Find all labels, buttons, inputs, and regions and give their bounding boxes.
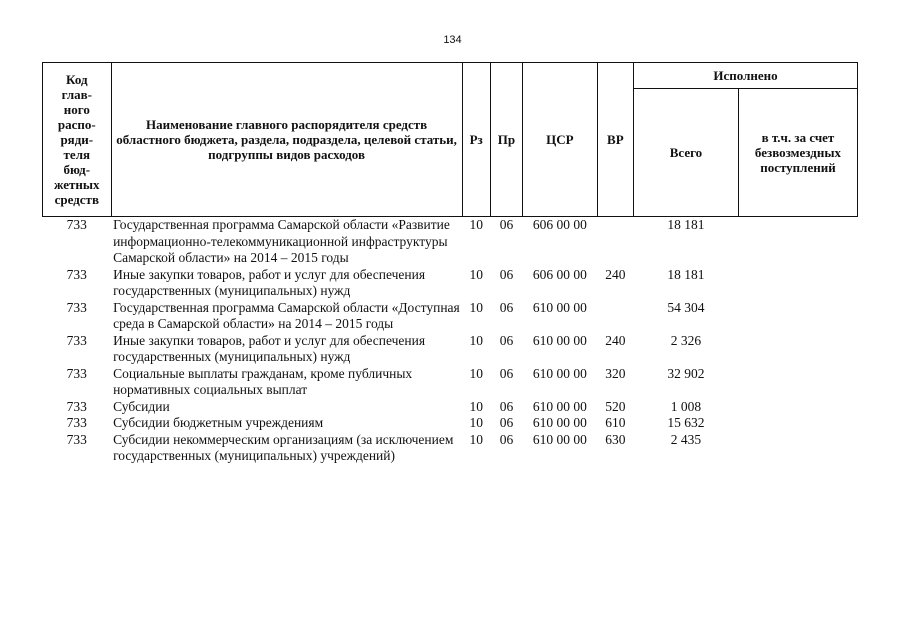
cell-total: 2 326 <box>670 332 702 348</box>
cell-pr: 06 <box>499 398 514 414</box>
header-name: Наименование главного распорядителя средств областного бюджета, раздела, подраздела, целевой статьи, подгруппы видов расходов <box>111 63 462 217</box>
cell-pr: 06 <box>499 415 514 430</box>
table-row <box>43 217 858 267</box>
cell-free-receipts <box>738 333 857 366</box>
cell-code: 733 <box>66 332 87 348</box>
header-rz: Рз <box>462 63 490 217</box>
header-pr: Пр <box>490 63 522 217</box>
cell-total: 18 181 <box>667 266 705 282</box>
header-csr: ЦСР <box>523 63 598 217</box>
cell-vr <box>597 217 633 267</box>
cell-name: Субсидии некоммерческим организациям (за исключением государственных (муниципальных) учреждений) <box>113 431 454 463</box>
header-vr: ВР <box>597 63 633 217</box>
header-executed: Исполнено <box>634 63 858 89</box>
table-row <box>43 399 858 416</box>
cell-vr: 610 <box>605 415 626 430</box>
header-code-line: глав- <box>61 87 92 102</box>
cell-name: Иные закупки товаров, работ и услуг для обеспечения государственных (муниципальных) нужд <box>113 266 426 298</box>
cell-pr: 06 <box>499 332 514 348</box>
cell-pr: 06 <box>499 299 514 315</box>
table-row <box>43 333 858 366</box>
cell-vr: 320 <box>605 365 626 381</box>
cell-vr <box>597 300 633 333</box>
cell-total: 54 304 <box>667 299 705 315</box>
table-header <box>43 63 858 217</box>
cell-total: 1 008 <box>670 398 702 414</box>
cell-free-receipts <box>738 300 857 333</box>
table-row <box>43 432 858 465</box>
cell-total: 2 435 <box>670 431 702 447</box>
table-row <box>43 300 858 333</box>
cell-rz: 10 <box>469 365 483 381</box>
cell-name: Иные закупки товаров, работ и услуг для обеспечения государственных (муниципальных) нужд <box>113 332 426 364</box>
cell-free-receipts <box>738 217 857 267</box>
cell-rz: 10 <box>469 299 483 315</box>
header-code-line: жетных <box>54 177 100 192</box>
cell-total: 32 902 <box>667 365 705 381</box>
cell-name: Государственная программа Самарской области «Доступная среда в Самарской области» на 2014 – 2015 годы <box>113 299 460 331</box>
cell-free-receipts <box>738 366 857 399</box>
page-number: 134 <box>443 34 462 46</box>
cell-code: 733 <box>66 431 87 447</box>
cell-vr: 520 <box>605 398 626 414</box>
header-code-line: бюд- <box>63 162 91 177</box>
cell-pr: 06 <box>499 266 514 282</box>
cell-csr: 606 00 00 <box>532 266 587 282</box>
table-row <box>43 415 858 432</box>
cell-free-receipts <box>738 415 857 432</box>
cell-pr: 06 <box>499 217 514 232</box>
header-code-line: средств <box>54 192 99 207</box>
header-code-line: ряди- <box>60 132 94 147</box>
table-row <box>43 267 858 300</box>
cell-rz: 10 <box>469 398 483 414</box>
cell-vr: 240 <box>605 266 626 282</box>
cell-rz: 10 <box>469 415 483 430</box>
cell-pr: 06 <box>499 431 514 447</box>
table-body <box>43 217 858 465</box>
cell-code: 733 <box>66 266 87 282</box>
cell-free-receipts <box>738 399 857 416</box>
cell-pr: 06 <box>499 365 514 381</box>
table-row <box>43 366 858 399</box>
cell-free-receipts <box>738 267 857 300</box>
cell-total: 18 181 <box>667 217 705 232</box>
cell-code: 733 <box>66 415 87 430</box>
header-code <box>43 63 112 217</box>
cell-rz: 10 <box>469 217 483 232</box>
cell-code: 733 <box>66 217 87 232</box>
cell-csr: 606 00 00 <box>532 217 587 232</box>
cell-rz: 10 <box>469 332 483 348</box>
cell-total: 15 632 <box>667 415 705 430</box>
header-code-line: распо- <box>57 117 96 132</box>
cell-csr: 610 00 00 <box>532 365 587 381</box>
header-code-line: ного <box>63 102 90 117</box>
cell-name: Социальные выплаты гражданам, кроме публичных нормативных социальных выплат <box>113 365 413 397</box>
cell-csr: 610 00 00 <box>532 398 587 414</box>
cell-csr: 610 00 00 <box>532 415 587 430</box>
header-total: Всего <box>634 89 739 217</box>
cell-rz: 10 <box>469 266 483 282</box>
cell-code: 733 <box>66 299 87 315</box>
budget-execution-table <box>42 62 858 465</box>
cell-csr: 610 00 00 <box>532 332 587 348</box>
cell-code: 733 <box>66 398 87 414</box>
cell-vr: 240 <box>605 332 626 348</box>
cell-code: 733 <box>66 365 87 381</box>
cell-name: Государственная программа Самарской области «Развитие информационно-телекоммуникационной инфраструктуры Самарской области» на 2014 – 2015 годы <box>113 217 450 265</box>
cell-name: Субсидии бюджетным учреждениям <box>113 415 324 430</box>
header-code-line: Код <box>66 72 88 87</box>
cell-vr: 630 <box>605 431 626 447</box>
cell-rz: 10 <box>469 431 483 447</box>
header-code-line: теля <box>63 147 91 162</box>
cell-free-receipts <box>738 432 857 465</box>
cell-csr: 610 00 00 <box>532 431 587 447</box>
cell-name: Субсидии <box>113 398 170 414</box>
header-free-receipts: в т.ч. за счет безвозмездных поступлений <box>738 89 857 217</box>
cell-csr: 610 00 00 <box>532 299 587 315</box>
